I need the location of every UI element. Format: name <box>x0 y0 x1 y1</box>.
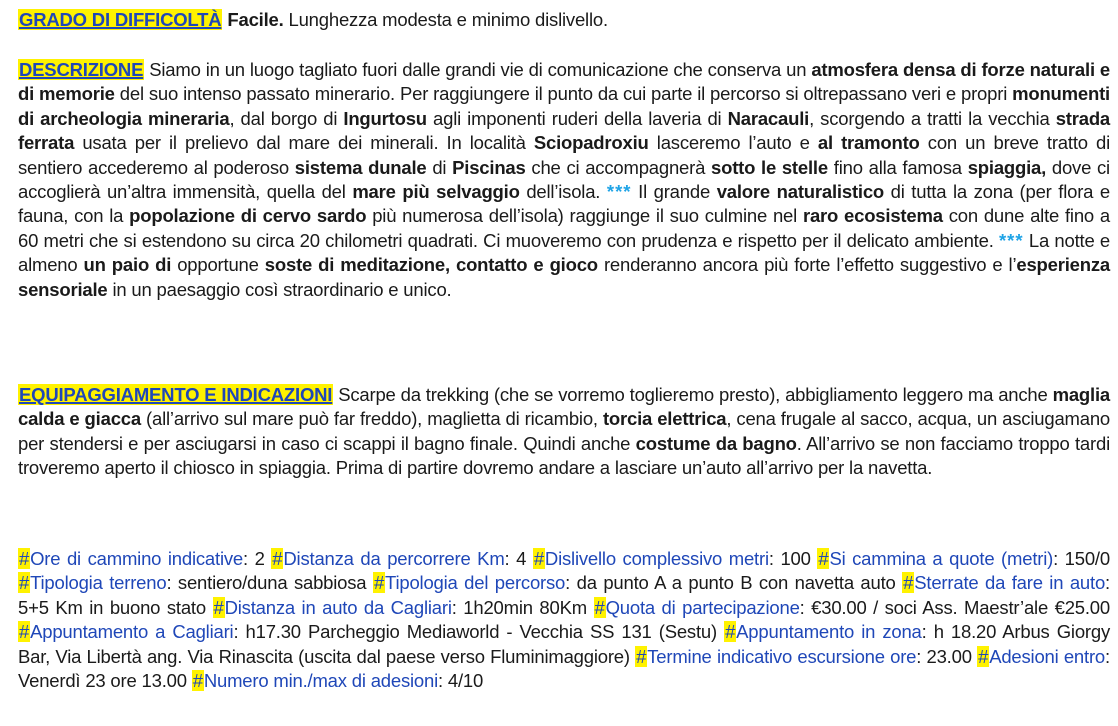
info-label: Si cammina a quote (metri) <box>829 548 1054 569</box>
grado-text: Lunghezza modesta e minimo dislivello. <box>283 9 608 30</box>
stars-separator: *** <box>998 229 1024 251</box>
info-value: : 1h20min 80Km <box>451 596 594 618</box>
bold-run: atmosfera densa di forze naturali e di memorie <box>18 59 1110 105</box>
info-value: : sentiero/duna sabbiosa <box>166 572 373 594</box>
hash-marker: # <box>19 621 30 643</box>
text-run: di tutta la zona (per flora e fauna, con la <box>18 181 1110 227</box>
bold-run: monumenti di archeologia mineraria <box>18 83 1110 129</box>
text-run: Siamo in un luogo tagliato fuori dalle grandi vie di comunicazione che conserva un <box>144 59 812 80</box>
info-label: Tipologia terreno <box>30 572 167 594</box>
hash-marker: # <box>19 572 30 594</box>
hash-marker: # <box>978 645 989 667</box>
info-label: Adesioni entro <box>989 645 1106 667</box>
grado-level: Facile. <box>227 9 284 30</box>
hash-marker: # <box>636 645 647 667</box>
grado-paragraph <box>18 8 1110 32</box>
info-value: : 5+5 Km in buono stato <box>18 572 1110 618</box>
text-run: agli imponenti ruderi della laveria di <box>426 107 728 129</box>
equipaggiamento-paragraph <box>18 383 1110 481</box>
info-label: Tipologia del percorso <box>385 572 566 594</box>
info-value: : da punto A a punto B con navetta auto <box>565 572 903 594</box>
text-run: , scorgendo a tratti la vecchia <box>809 107 1056 129</box>
hash-marker: # <box>903 572 914 594</box>
text-run: più numerosa dell’isola) raggiunge il suo culmine nel <box>366 205 803 227</box>
info-label: Distanza in auto da Cagliari <box>224 596 452 618</box>
info-value: : h 18.20 Arbus Giorgy Bar, Via Libertà ang. Via Rinascita (uscita dal paese verso Fluminimaggiore) <box>18 621 1111 667</box>
text-run: usata per il prelievo dal mare dei minerali. In località <box>74 132 534 154</box>
info-label: Ore di cammino indicative <box>30 548 243 569</box>
info-value: : 4/10 <box>438 670 484 692</box>
text-run: che ci accompagnerà <box>525 156 711 178</box>
info-paragraph <box>18 547 1110 693</box>
equipaggiamento-heading: EQUIPAGGIAMENTO E INDICAZIONI <box>19 384 333 405</box>
grado-heading: GRADO DI DIFFICOLTÀ <box>19 9 222 30</box>
info-value: : h17.30 Parcheggio Mediaworld - Vecchia SS 131 (Sestu) <box>233 621 725 643</box>
text-run: lasceremo l’auto e <box>648 132 818 154</box>
hash-marker: # <box>272 548 283 569</box>
bold-run: al tramonto <box>817 132 920 154</box>
bold-run: raro ecosistema <box>802 205 943 227</box>
info-label: Termine indicativo escursione ore <box>647 645 917 667</box>
hash-marker: # <box>594 596 605 618</box>
info-value: : Venerdì 23 ore 13.00 <box>18 645 1110 692</box>
text-run: opportune <box>171 254 265 276</box>
descrizione-paragraph <box>18 58 1110 302</box>
info-value: : 23.00 <box>916 645 978 667</box>
text-run: con un breve tratto di sentiero accederemo al poderoso <box>18 132 1111 178</box>
bold-run: un paio di <box>83 254 172 276</box>
text-run: del suo intenso passato minerario. Per raggiungere il punto da cui parte il percorso si oltrepassano veri e propri <box>114 83 1013 105</box>
info-value: : 4 <box>504 548 533 569</box>
info-label: Dislivello complessivo metri <box>544 548 769 569</box>
info-value: : 2 <box>243 548 272 569</box>
info-value: : 100 <box>768 548 818 569</box>
info-label: Quota di partecipazione <box>605 596 800 618</box>
text-run: dell’isola. <box>519 181 607 203</box>
hash-marker: # <box>725 621 736 643</box>
text-run: (all’arrivo sul mare può far freddo), maglietta di ricambio, <box>140 408 603 430</box>
bold-run: mare più selvaggio <box>352 181 520 203</box>
hash-marker: # <box>19 548 30 569</box>
info-value: : 150/0 <box>1053 548 1110 569</box>
text-run: , cena frugale al sacco, acqua, un asciugamano per stendersi e per asciugarsi in caso ci scappi il bagno finale. Quindi anche <box>18 408 1111 454</box>
bold-run: Piscinas <box>452 156 526 178</box>
bold-run: valore naturalistico <box>716 181 885 203</box>
bold-run: costume da bagno <box>635 432 797 454</box>
bold-run: torcia elettrica <box>602 408 727 430</box>
hash-marker: # <box>533 548 544 569</box>
descrizione-heading: DESCRIZIONE <box>19 59 144 80</box>
info-label: Sterrate da fare in auto <box>914 572 1106 594</box>
text-run: in un paesaggio così straordinario e unico. <box>107 278 452 300</box>
bold-run: sotto le stelle <box>711 156 828 178</box>
bold-run: maglia calda e giacca <box>18 384 1111 430</box>
text-run: . All’arrivo se non facciamo troppo tardi troveremo aperto il chiosco in spiaggia. Prima di partire dovremo andare a lasciare un’auto all’arrivo per la navetta. <box>18 432 1110 479</box>
text-run: Scarpe da trekking (che se vorremo toglieremo presto), abbigliamento leggero ma anche <box>333 384 1053 405</box>
bold-run: Sciopadroxiu <box>533 132 649 154</box>
bold-run: Naracauli <box>727 107 810 129</box>
hash-marker: # <box>192 670 203 692</box>
text-run: dove ci accoglierà un’altra immensità, quella del <box>18 156 1110 203</box>
hash-marker: # <box>373 572 385 594</box>
bold-run: sistema dunale <box>294 156 427 178</box>
bold-run: Ingurtosu <box>343 107 427 129</box>
hash-marker: # <box>818 548 829 569</box>
bold-run: soste di meditazione, contatto e gioco <box>264 254 598 276</box>
stars-separator: *** <box>606 181 632 203</box>
info-label: Distanza da percorrere Km <box>283 548 505 569</box>
text-run: fino alla famosa <box>827 156 968 178</box>
text-run: La notte e almeno <box>18 229 1110 276</box>
text-run: con dune alte fino a 60 metri che si estendono su circa 20 chilometri quadrati. Ci muoveremo con prudenza e rispetto per il delicato ambiente. <box>18 205 1110 251</box>
hash-marker: # <box>213 596 224 618</box>
bold-run: spiaggia, <box>967 156 1047 178</box>
text-run: Il grande <box>631 181 717 203</box>
text-run: , dal borgo di <box>229 107 344 129</box>
bold-run: strada ferrata <box>18 107 1111 154</box>
text-run: renderanno ancora più forte l’effetto suggestivo e l’ <box>597 254 1017 276</box>
info-label: Appuntamento a Cagliari <box>30 621 234 643</box>
bold-run: popolazione di cervo sardo <box>129 205 367 227</box>
bold-run: esperienza sensoriale <box>18 254 1111 300</box>
text-run: di <box>426 156 453 178</box>
info-value: : €30.00 / soci Ass. Maestr’ale €25.00 <box>799 596 1110 618</box>
info-label: Appuntamento in zona <box>736 621 922 643</box>
info-label: Numero min./max di adesioni <box>203 670 439 692</box>
